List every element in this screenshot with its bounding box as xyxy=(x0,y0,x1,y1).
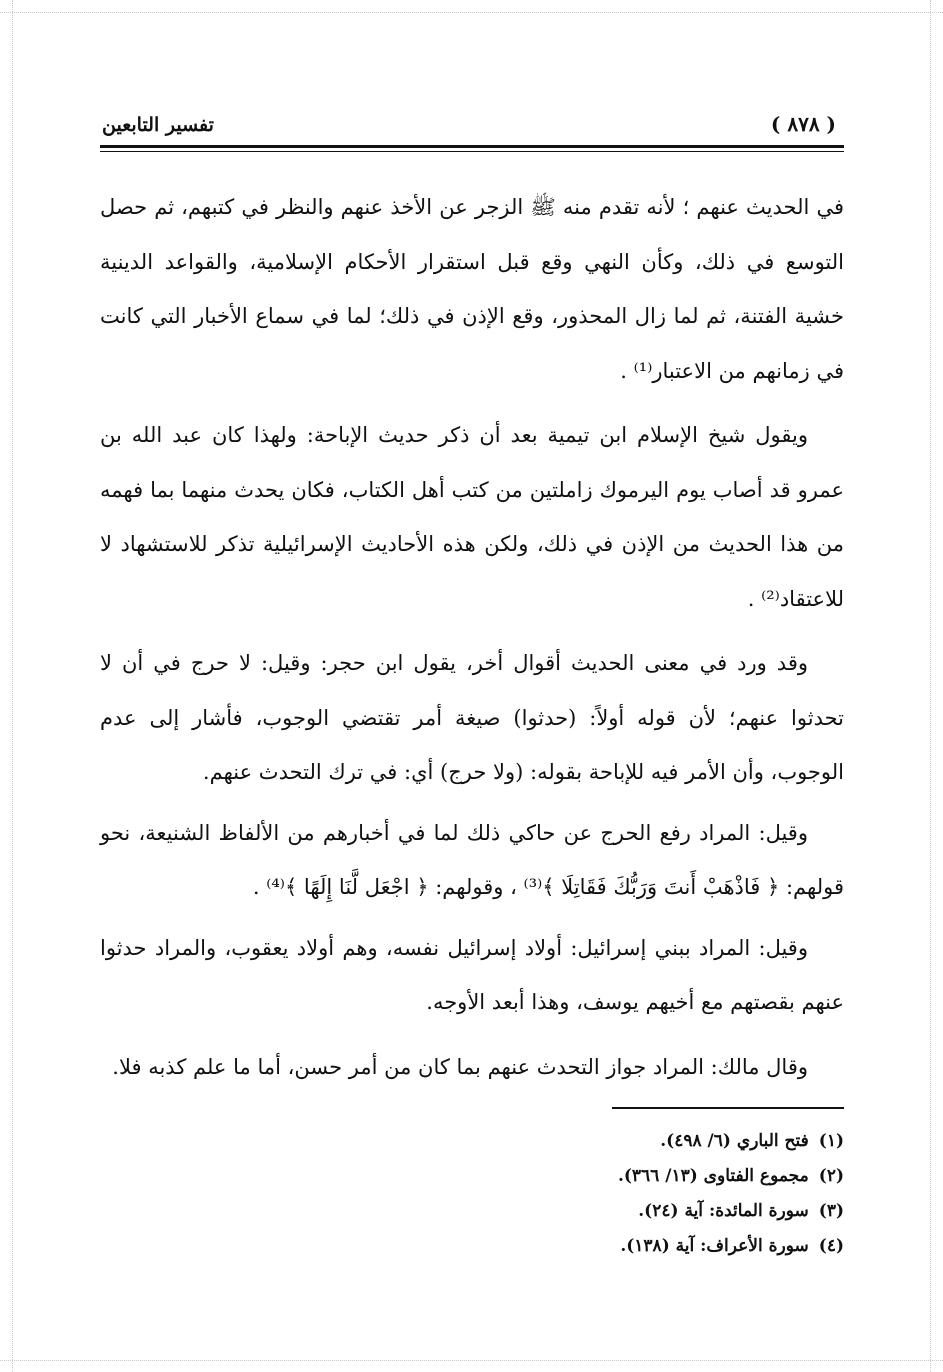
header-rule-thin xyxy=(100,151,844,152)
page-header xyxy=(100,112,844,146)
footnote-text: فتح الباري (٦/ ٤٩٨). xyxy=(660,1131,809,1151)
paragraph: ويقول شيخ الإسلام ابن تيمية بعد أن ذكر حديث الإباحة: ولهذا كان عبد الله بن عمرو قد أصاب يوم اليرموك زاملتين من كتب أهل الكتاب، فكان يحدث منهما بما فهمه من هذا الحديث من الإذن في ذلك، ولكن هذه الأحاديث الإسرائيلية تذكر للاستشهاد لا للاعتقاد⁽²⁾ . xyxy=(100,423,844,611)
footnote xyxy=(344,1124,844,1159)
paragraph: وقيل: المراد رفع الحرج عن حاكي ذلك لما في أخبارهم من الألفاظ الشنيعة، نحو قولهم: ﴿ فَاذْهَبْ أَنتَ وَرَبُّكَ فَقَاتِلَا ﴾⁽³⁾ ، وقولهم: ﴿ اجْعَل لَّنَا إِلَهًا ﴾⁽⁴⁾ . xyxy=(100,820,844,899)
scan-guide-bottom xyxy=(0,1360,943,1361)
footnote-marker: (١) xyxy=(818,1131,844,1151)
footnote-text: سورة الأعراف: آية (١٣٨). xyxy=(620,1236,809,1256)
main-text xyxy=(100,180,844,1104)
scan-guide-right xyxy=(930,0,931,1372)
footnote xyxy=(344,1194,844,1229)
footnote-marker: (٣) xyxy=(818,1201,844,1221)
header-rule-thick xyxy=(100,145,844,148)
footnotes xyxy=(344,1124,844,1264)
paragraph: وقيل: المراد ببني إسرائيل: أولاد إسرائيل نفسه، وهم أولاد يعقوب، والمراد حدثوا عنهم بقصتهم مع أخيهم يوسف، وهذا أبعد الأوجه. xyxy=(100,935,844,1014)
page-number: ( ٨٧٨ ) xyxy=(770,112,836,136)
footnote-marker: (٢) xyxy=(818,1166,844,1186)
scan-guide-left xyxy=(12,0,13,1372)
footnote xyxy=(344,1159,844,1194)
paragraph: وقد ورد في معنى الحديث أقوال أخر، يقول ابن حجر: وقيل: لا حرج في أن لا تحدثوا عنهم؛ لأن قوله أولاً: (حدثوا) صيغة أمر تقتضي الوجوب، فأشار إلى عدم الوجوب، وأن الأمر فيه للإباحة بقوله: (ولا حرج) أي: في ترك التحدث عنهم. xyxy=(100,651,844,784)
paragraph: في الحديث عنهم ؛ لأنه تقدم منه ﷺ الزجر عن الأخذ عنهم والنظر في كتبهم، ثم حصل التوسع في ذلك، وكأن النهي وقع قبل استقرار الأحكام الإسلامية، والقواعد الدينية خشية الفتنة، ثم لما زال المحذور، وقع الإذن في ذلك؛ لما في سماع الأخبار التي كانت في زمانهم من الاعتبار⁽¹⁾ . xyxy=(100,195,844,383)
footnote-separator xyxy=(612,1107,844,1109)
paragraph: وقال مالك: المراد جواز التحدث عنهم بما كان من أمر حسن، أما ما علم كذبه فلا. xyxy=(112,1054,808,1079)
running-title: تفسير التابعين xyxy=(102,114,214,136)
footnote-marker: (٤) xyxy=(818,1236,844,1256)
footnote-text: سورة المائدة: آية (٢٤). xyxy=(638,1201,809,1221)
footnote-text: مجموع الفتاوى (١٣/ ٣٦٦). xyxy=(617,1166,809,1186)
footnote xyxy=(344,1229,844,1264)
book-page xyxy=(100,112,844,1256)
scan-guide-top xyxy=(0,12,943,13)
